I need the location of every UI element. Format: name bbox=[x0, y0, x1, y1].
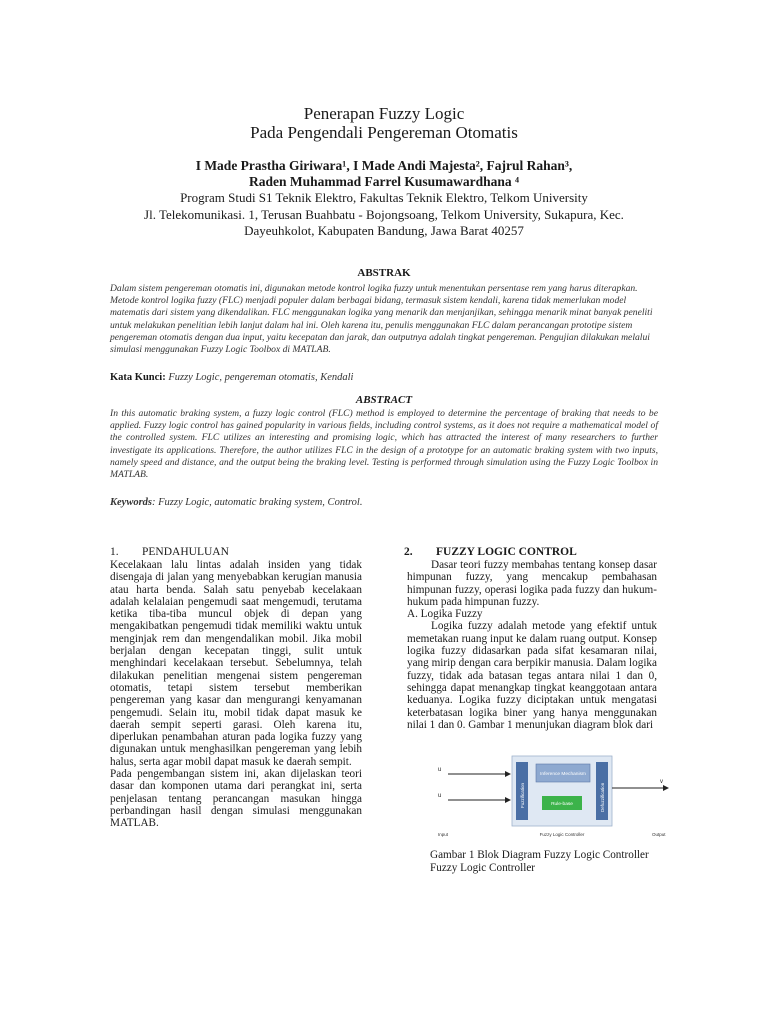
fuzzification-label: Fuzzification bbox=[520, 782, 525, 808]
affiliation-line3: Dayeuhkolot, Kabupaten Bandung, Jawa Barat 40257 bbox=[244, 223, 524, 238]
section1-number: 1. bbox=[110, 546, 119, 558]
rulebase-label: Rule-base bbox=[551, 802, 573, 807]
affiliation-line2: Jl. Telekomunikasi. 1, Terusan Buahbatu - Bojongsoang, Telkom University, Sukapura, Kec. bbox=[144, 207, 624, 222]
paper-title-line2: Pada Pengendali Pengereman Otomatis bbox=[250, 123, 518, 142]
keywords-text: : Fuzzy Logic, automatic braking system, Control. bbox=[152, 497, 363, 508]
authors-line2: Raden Muhammad Farrel Kusumawardhana ⁴ bbox=[248, 174, 520, 189]
keywords-label: Keywords bbox=[110, 497, 152, 508]
section1-body bbox=[110, 559, 362, 830]
paper-title-line1: Penerapan Fuzzy Logic bbox=[303, 104, 465, 123]
section1-title: PENDAHULUAN bbox=[142, 546, 229, 558]
abstrak-heading: ABSTRAK bbox=[357, 267, 411, 279]
inference-label: Inference Mechanism bbox=[540, 772, 586, 777]
authors-line1: I Made Prastha Giriwara¹, I Made Andi Majesta², Fajrul Rahan³, bbox=[195, 158, 573, 173]
input-u1-label: u bbox=[438, 767, 442, 773]
kata-kunci-text: Fuzzy Logic, pengereman otomatis, Kendali bbox=[165, 372, 354, 383]
input-caption: Input bbox=[438, 832, 449, 837]
defuzzification-label: Defuzzification bbox=[600, 782, 605, 812]
section1-para1: Kecelakaan lalu lintas adalah insiden yang tidak disengaja di jalan yang menyebabkan kerugian manusia atau harta benda. Salah satu penyebab kecelakaan adalah kelalaian pengemudi saat mengemudi, terutama ketika tiba-tiba muncul objek di depan yang mengakibatkan pengemudi tidak memiliki waktu untuk menginjak rem dan mengendalikan mobil. Jika mobil berjalan dengan kecepatan tinggi, sulit untuk menghindari kecelakaan tersebut. Sebelumnya, telah dilakukan penelitian mengenai sistem pengereman otomatis, tetapi sistem tersebut memberikan pengereman yang kasar dan mengurangi kenyamanan pengemudi. Selain itu, mobil tidak dapat masuk ke daerah sempit seperti garasi. Oleh karena itu, diperlukan penambahan aturan pada logika fuzzy yang digunakan untuk menghasilkan pengereman yang lebih halus, serta agar mobil dapat masuk ke daerah sempit. bbox=[110, 559, 362, 768]
section2-subheading-a: A. Logika Fuzzy bbox=[407, 608, 483, 621]
flc-block-diagram bbox=[434, 752, 674, 840]
section2-title: FUZZY LOGIC CONTROL bbox=[436, 546, 577, 558]
output-v-label: v bbox=[660, 779, 663, 785]
section2-number: 2. bbox=[404, 546, 413, 558]
section1-para2: Pada pengembangan sistem ini, akan dijelaskan teori dasar dan komponen utama dari perangkat ini, serta penjelasan tentang perancangan masukan hingga perbandingan hasil dengan simulasi menggunakan MATLAB. bbox=[110, 768, 362, 830]
abstrak-text: Dalam sistem pengereman otomatis ini, digunakan metode kontrol logika fuzzy untuk menentukan persentase rem yang harus diterapkan. Metode kontrol logika fuzzy (FLC) menjadi populer dalam berbagai bidang, termasuk sistem kendali, karena tidak memerlukan model matematis dari sistem yang dikendalikan. FLC menggunakan logika yang menarik dan menjanjikan, sehingga menarik minat banyak peneliti untuk melakukan penelitian lebih lanjut dalam hal ini. Oleh karena itu, penulis menggunakan FLC dalam perancangan prototipe sistem pengereman otomatis dengan dua input, yaitu kecepatan dan jarak, dan outputnya adalah tingkat pengereman. Pengujian dilakukan melalui simulasi menggunakan Fuzzy Logic Toolbox di MATLAB. bbox=[110, 283, 653, 356]
keywords bbox=[110, 497, 658, 509]
abstract-heading: ABSTRACT bbox=[355, 394, 413, 406]
input-u2-label: u bbox=[438, 793, 442, 799]
figure-caption bbox=[430, 849, 670, 875]
abstract-text: In this automatic braking system, a fuzzy logic control (FLC) method is employed to determine the percentage of braking that needs to be applied. Fuzzy logic control has gained popularity in various fields, including control systems, as it does not require a mathematical model of the controlled system. FLC utilizes an interesting and promising logic, which has attracted the interest of many researchers to further investigate its applications. Therefore, the author utilizes FLC in the design of a prototype for an automatic braking system with two inputs, namely speed and distance, and the output being the braking level. Testing is performed through simulation using the Fuzzy Logic Toolbox in MATLAB. bbox=[110, 408, 658, 481]
section2-para2: Logika fuzzy adalah metode yang efektif untuk memetakan ruang input ke dalam ruang output. Konsep logika fuzzy didasarkan pada sifat kesamaran nilai, yang mirip dengan cara berpikir manusia. Dalam logika fuzzy, tidak ada batasan tegas antara nilai 1 dan 0, sehingga dapat menangkap tingkat keanggotaan antara keduanya. Logika fuzzy diciptakan untuk mengatasi keterbatasan logika biner yang hanya menggunakan nilai 1 dan 0. Gambar 1 menunjukan diagram blok dari bbox=[407, 620, 657, 731]
section1-heading bbox=[110, 546, 229, 559]
kata-kunci bbox=[110, 372, 658, 384]
affiliation-line1: Program Studi S1 Teknik Elektro, Fakultas Teknik Elektro, Telkom University bbox=[180, 190, 588, 205]
flc-caption: Fuzzy Logic Controller bbox=[539, 832, 585, 837]
section2-heading bbox=[404, 546, 577, 559]
figure-caption-line2: Fuzzy Logic Controller bbox=[430, 862, 536, 874]
figure-caption-line1: Gambar 1 Blok Diagram Fuzzy Logic Controller bbox=[430, 849, 649, 861]
kata-kunci-label: Kata Kunci: bbox=[110, 372, 166, 383]
section2-para1: Dasar teori fuzzy membahas tentang konsep dasar himpunan fuzzy, yang mencakup pembahasan himpunan fuzzy, operasi logika pada fuzzy dan hukum-hukum pada himpunan fuzzy. bbox=[407, 559, 657, 608]
section2-body bbox=[407, 559, 657, 731]
output-caption: Output bbox=[652, 832, 666, 837]
